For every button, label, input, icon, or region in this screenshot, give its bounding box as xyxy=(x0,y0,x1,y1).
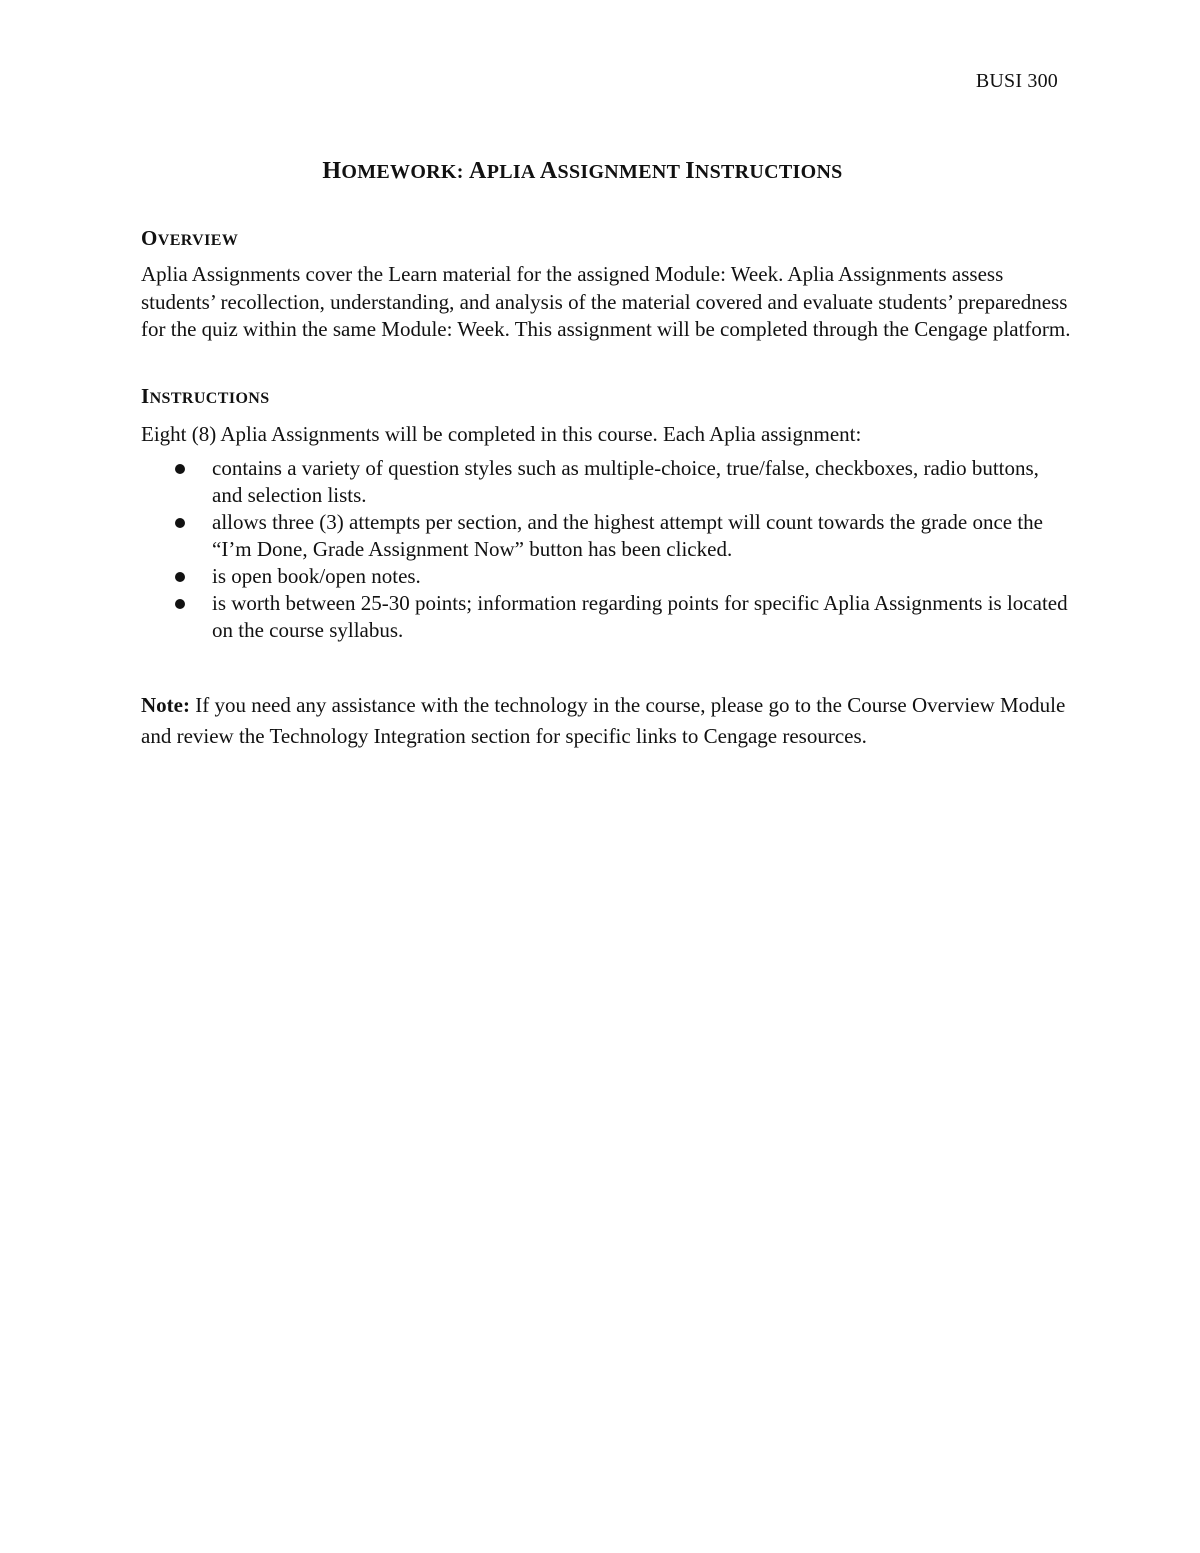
list-item-text: is worth between 25-30 points; information regarding points for specific Aplia Assignments is located on the course syllabus. xyxy=(212,590,1068,642)
note-paragraph xyxy=(141,690,1071,751)
title-text: PLIA xyxy=(486,161,540,183)
title-initial-h: H xyxy=(322,158,342,184)
note-text: If you need any assistance with the technology in the course, please go to the Course Overview Module and review the Technology Integration section for specific links to Cengage resources. xyxy=(141,693,1066,748)
title-text: OMEWORK xyxy=(341,161,457,183)
list-item xyxy=(141,455,1071,509)
list-item-text: is open book/open notes. xyxy=(212,563,421,588)
heading-text: NSTRUCTIONS xyxy=(149,390,270,407)
list-item xyxy=(141,509,1071,563)
instructions-heading xyxy=(141,384,1071,409)
document-title xyxy=(0,158,1165,185)
overview-heading xyxy=(141,226,1071,251)
note-label: Note: xyxy=(141,693,190,717)
overview-section xyxy=(141,226,1071,344)
bullet-icon xyxy=(175,572,185,582)
title-colon: : xyxy=(456,161,470,183)
list-item xyxy=(141,590,1071,644)
instructions-section xyxy=(141,384,1071,644)
title-initial-a: A xyxy=(469,158,487,184)
title-initial-a: A xyxy=(539,158,558,184)
page-header-course-code: BUSI 300 xyxy=(975,70,1058,92)
instructions-intro: Eight (8) Aplia Assignments will be completed in this course. Each Aplia assignment: xyxy=(141,422,862,446)
instructions-bullet-list xyxy=(141,455,1071,644)
list-item xyxy=(141,563,1071,590)
title-text: NSTRUCTIONS xyxy=(694,161,843,183)
overview-paragraph: Aplia Assignments cover the Learn material for the assigned Module: Week. Aplia Assignments assess students’ recollection, understanding, and analysis of the material covered and evaluate students’ preparedness for the quiz within the same Module: Week. This assignment will be completed through the Cengage platform. xyxy=(141,262,1071,341)
list-item-text: allows three (3) attempts per section, and the highest attempt will count towards the grade once the “I’m Done, Grade Assignment Now” button has been clicked. xyxy=(212,509,1043,561)
note-section xyxy=(141,690,1071,751)
heading-initial: O xyxy=(141,226,158,250)
heading-text: VERVIEW xyxy=(157,232,239,249)
heading-initial: I xyxy=(141,384,150,408)
bullet-icon xyxy=(175,464,185,474)
title-initial-i: I xyxy=(685,158,695,184)
bullet-icon xyxy=(175,518,185,528)
list-item-text: contains a variety of question styles such as multiple-choice, true/false, checkboxes, radio buttons, and selection lists. xyxy=(212,455,1039,507)
title-text: SSIGNMENT xyxy=(557,161,686,183)
bullet-icon xyxy=(175,599,185,609)
